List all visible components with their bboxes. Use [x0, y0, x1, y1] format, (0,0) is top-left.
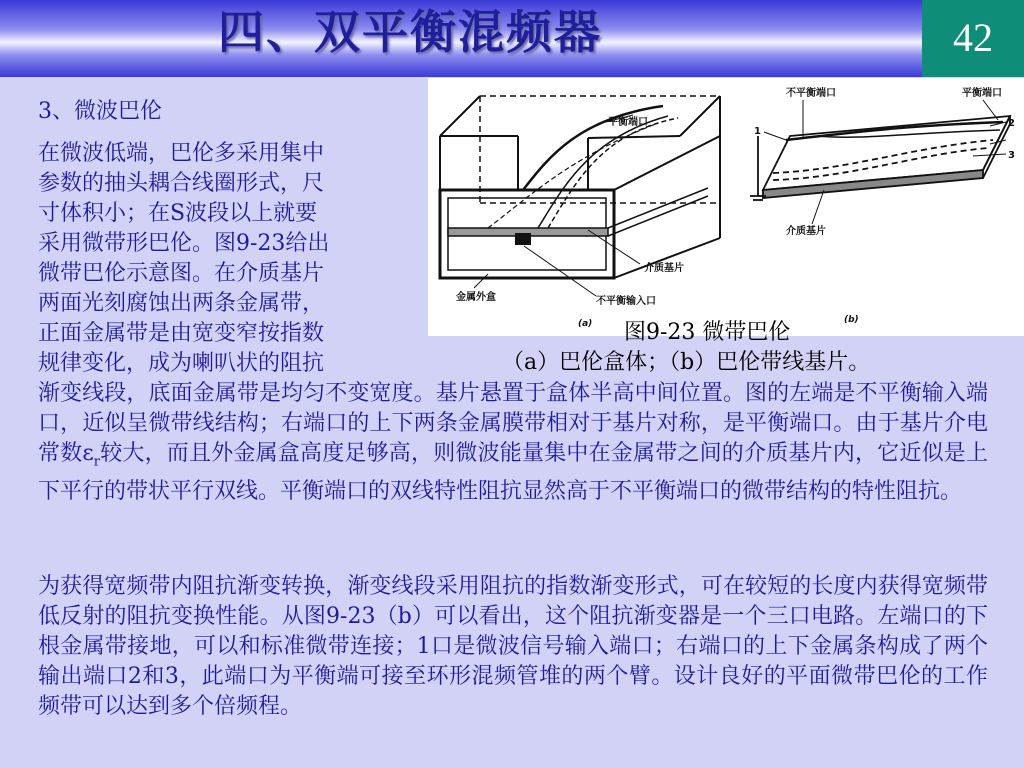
- section-subheading: 3、微波巴伦: [38, 99, 162, 124]
- label-tag-a: (a): [578, 319, 593, 329]
- intro-paragraph: [38, 139, 418, 379]
- page-number-badge: 42: [922, 0, 1024, 77]
- figure-caption-title: 图9-23 微带巴伦: [624, 320, 791, 345]
- label-balanced-port-a: 平衡端口: [608, 117, 648, 128]
- para1-text-before: 渐变线段，底面金属带是均匀不变宽度。基片悬置于盒体半高中间位置。图的左端是不平衡输入端口，近似呈微带线结构；右端口的上下两条金属膜带相对于基片对称，是平衡端口。由于基片介电常数ε: [38, 381, 988, 466]
- intro-line: 在微波低端，巴伦多采用集中: [38, 141, 325, 166]
- figure-caption-subtitle: （a）巴伦盒体；（b）巴伦带线基片。: [502, 350, 871, 375]
- label-balanced-port-b: 平衡端口: [962, 88, 1002, 99]
- balun-strip-drawing: [750, 100, 1010, 224]
- title-bar: [0, 0, 1024, 77]
- epsilon-subscript: r: [93, 454, 101, 470]
- label-metal-box: 金属外盒: [456, 292, 496, 303]
- intro-line: 采用微带形巴伦。图9-23给出: [38, 231, 330, 256]
- label-port-2: 2: [1008, 118, 1015, 129]
- label-port-3: 3: [1008, 150, 1015, 161]
- balun-diagram: [428, 78, 1024, 336]
- balun-figure: [428, 78, 1024, 336]
- label-substrate-a: 介质基片: [644, 263, 684, 274]
- body-paragraph-1: [38, 379, 988, 507]
- label-unbalanced-port-b: 不平衡端口: [786, 88, 836, 99]
- intro-line: 两面光刻腐蚀出两条金属带，: [38, 291, 325, 316]
- para1-text-after: 较大，而且外金属盒高度足够高，则微波能量集中在金属带之间的介质基片内，它近似是上下平行的带状平行双线。平衡端口的双线特性阻抗显然高于不平衡端口的微带结构的特性阻抗。: [38, 441, 988, 505]
- label-port-1: 1: [754, 126, 761, 137]
- label-unbalanced-input: 不平衡输入口: [596, 296, 656, 307]
- intro-line: 寸体积小；在S波段以上就要: [38, 201, 318, 226]
- body-paragraph-2: 为获得宽频带内阻抗渐变转换，渐变线段采用阻抗的指数渐变形式，可在较短的长度内获得宽频带低反射的阻抗变换性能。从图9-23（b）可以看出，这个阻抗渐变器是一个三口电路。左端口的下根金属带接地，可以和标准微带连接；1口是微波信号输入端口；右端口的上下金属条构成了两个输出端口2和3，此端口为平衡端可接至环形混频管堆的两个臂。设计良好的平面微带巴伦的工作频带可以达到多个倍频程。: [38, 574, 988, 719]
- slide-title: 四、双平衡混频器: [218, 5, 602, 59]
- intro-line: 参数的抽头耦合线圈形式，尺: [38, 171, 325, 196]
- label-substrate-b: 介质基片: [786, 226, 826, 237]
- intro-line: 微带巴伦示意图。在介质基片: [38, 261, 325, 286]
- label-tag-b: (b): [844, 315, 859, 325]
- intro-line: 正面金属带是由宽变窄按指数: [38, 321, 325, 346]
- intro-line: 规律变化，成为喇叭状的阻抗: [38, 351, 325, 376]
